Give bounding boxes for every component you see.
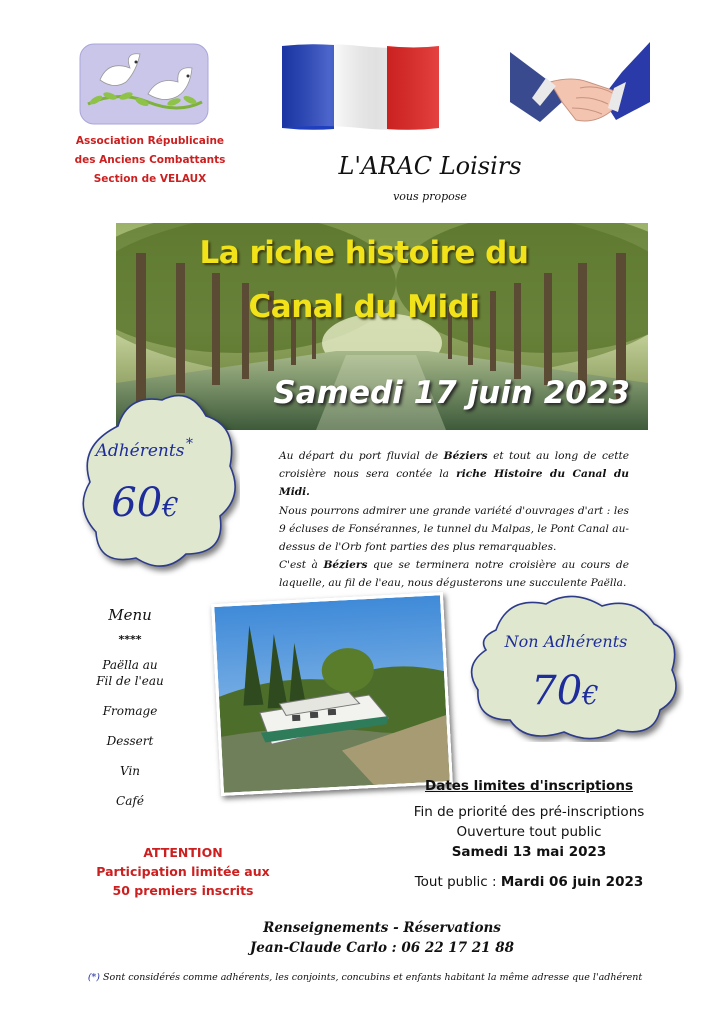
footnote bbox=[40, 972, 690, 983]
menu-separator: **** bbox=[118, 633, 142, 646]
dates-public-label: Tout public : bbox=[414, 874, 501, 890]
contact-line1: Renseignements - Réservations bbox=[263, 920, 501, 936]
footnote-mark: (*) bbox=[87, 972, 100, 983]
association-line3: Section de VELAUX bbox=[93, 173, 207, 185]
banner-title-line1: La riche histoire du bbox=[199, 235, 529, 271]
association-name bbox=[60, 132, 240, 189]
menu-item-paella-line1: Paëlla au bbox=[102, 658, 158, 672]
menu-item-coffee: Café bbox=[116, 794, 144, 808]
registration-dates bbox=[384, 778, 674, 892]
handshake-image bbox=[510, 42, 650, 138]
nonmember-currency: € bbox=[582, 681, 599, 711]
menu-title: Menu bbox=[108, 606, 152, 624]
menu-item-dessert: Dessert bbox=[106, 734, 154, 748]
member-label: Adhérents bbox=[95, 441, 185, 461]
dates-public bbox=[384, 872, 674, 892]
banner-title-line2: Canal du Midi bbox=[248, 289, 480, 325]
menu bbox=[60, 606, 200, 823]
menu-item-paella-line2: Fil de l'eau bbox=[96, 674, 164, 688]
description bbox=[279, 447, 629, 593]
desc-p2: Nous pourrons admirer une grande variété d'ouvrages d'art : les 9 écluses de Fonsérannes, le tunnel du Malpas, le Pont Canal au-dessus de l'Orb font parties des plus remarquables. bbox=[279, 504, 629, 554]
desc-p1-bold1: Béziers bbox=[443, 450, 488, 462]
desc-p3-bold: Béziers bbox=[323, 559, 368, 572]
contact-line2: Jean-Claude Carlo : 06 22 17 21 88 bbox=[249, 940, 515, 956]
header-subtitle: vous propose bbox=[393, 190, 467, 203]
desc-p3-b: que se terminera notre croisière au cours de laquelle, au fil de l'eau, nous dégusterons une succulente Paëlla. bbox=[279, 559, 629, 590]
association-line2: des Anciens Combattants bbox=[74, 154, 226, 166]
member-amount: 60 bbox=[111, 480, 163, 526]
menu-item-paella bbox=[60, 657, 200, 689]
nonmember-price bbox=[500, 668, 630, 714]
attention-line3: 50 premiers inscrits bbox=[112, 883, 254, 898]
association-line1: Association Républicaine bbox=[75, 135, 225, 147]
desc-p1-bold2: riche Histoire du Canal du Midi. bbox=[279, 468, 629, 499]
attention-notice bbox=[80, 843, 286, 900]
member-currency: € bbox=[162, 493, 179, 523]
contact-info bbox=[200, 918, 564, 958]
dates-title: Dates limites d'inscriptions bbox=[425, 778, 633, 794]
nonmember-price-cloud bbox=[468, 590, 684, 742]
menu-item-wine: Vin bbox=[119, 764, 141, 778]
nonmember-amount: 70 bbox=[531, 668, 583, 714]
attention-line2: Participation limitée aux bbox=[96, 864, 270, 879]
desc-p1-a: Au départ du port fluvial de bbox=[279, 450, 444, 462]
dates-date1: Samedi 13 mai 2023 bbox=[451, 844, 607, 860]
attention-line1: ATTENTION bbox=[143, 845, 223, 860]
desc-p1-b: et tout au long de cette croisière nous sera contée la bbox=[279, 450, 629, 481]
french-flag bbox=[282, 42, 439, 132]
desc-p3-a: C'est à bbox=[279, 559, 324, 572]
member-star: * bbox=[186, 436, 193, 452]
boat-photo bbox=[211, 592, 453, 796]
dates-public-date: Mardi 06 juin 2023 bbox=[500, 874, 644, 890]
dates-line2: Ouverture tout public bbox=[456, 824, 602, 840]
footnote-text: Sont considérés comme adhérents, les conjoints, concubins et enfants habitant la même adresse que l'adhérent bbox=[100, 972, 643, 983]
event-date: Samedi 17 juin 2023 bbox=[273, 375, 630, 411]
nonmember-label: Non Adhérents bbox=[504, 632, 628, 651]
header-title: L'ARAC Loisirs bbox=[338, 152, 522, 180]
member-price bbox=[90, 480, 200, 526]
doves-logo bbox=[78, 42, 210, 126]
menu-item-cheese: Fromage bbox=[102, 704, 158, 718]
dates-line1: Fin de priorité des pré-inscriptions bbox=[413, 804, 645, 820]
